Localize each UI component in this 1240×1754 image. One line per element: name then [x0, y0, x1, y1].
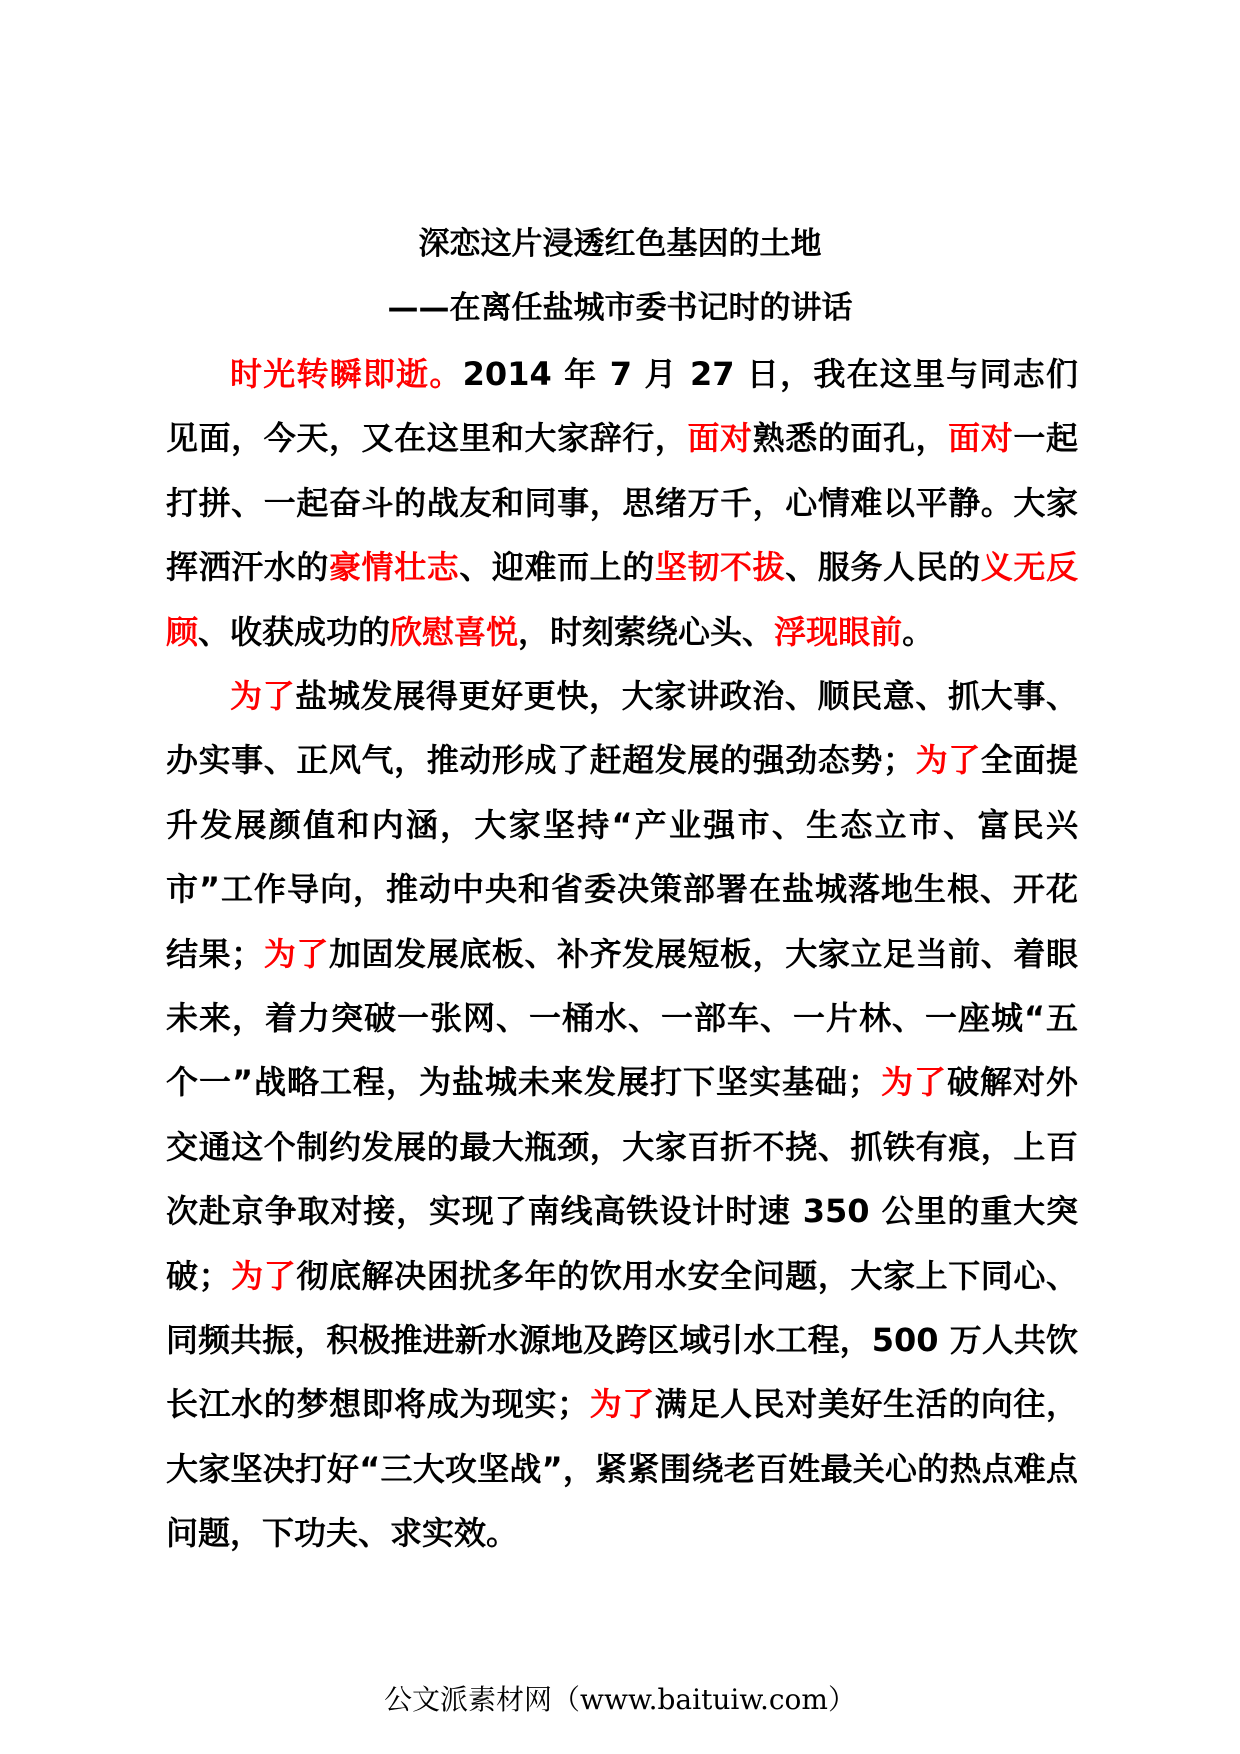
text-run: 、收获成功的	[198, 612, 391, 651]
document-subtitle: ——在离任盐城市委书记时的讲话	[387, 290, 853, 326]
highlighted-phrase: 为了	[230, 1256, 297, 1295]
paragraph-2	[166, 664, 1078, 1566]
text-run: 破解对外交通这个制约发展的最大瓶颈，大家百折不挠、抓铁有痕，上百次赴京争取对接，实现了南线高铁设计时速 350 公里的重大突破；	[166, 1063, 1078, 1295]
highlighted-phrase: 为了	[263, 934, 329, 973]
text-run: 2014 年 7 月 27 日，我在这里与同志们见面，今天，又在这里和大家辞行，	[166, 355, 1078, 458]
text-run: 满足人民对美好生活的向往，大家坚决打好“三大攻坚战”，紧紧围绕老百姓最关心的热点难点问题，下功夫、求实效。	[166, 1385, 1078, 1553]
highlighted-phrase: 时光转瞬即逝。	[230, 355, 463, 393]
highlighted-phrase: 欣慰喜悦	[390, 612, 519, 651]
text-run: 。	[902, 612, 935, 651]
highlighted-phrase: 为了	[589, 1385, 655, 1424]
paragraph-1	[166, 342, 1078, 664]
highlighted-phrase: 义无反顾	[166, 548, 1078, 651]
text-run: 加固发展底板、补齐发展短板，大家立足当前、着眼未来，着力突破一张网、一桶水、一部车、一片林、一座城“五个一”战略工程，为盐城未来发展打下坚实基础；	[166, 934, 1078, 1102]
text-run: 一起打拼、一起奋斗的战友和同事，思绪万千，心情难以平静。大家挥洒汗水的	[166, 419, 1078, 587]
document-title: 深恋这片浸透红色基因的土地	[418, 226, 822, 262]
text-run: 熟悉的面孔，	[752, 419, 949, 458]
highlighted-phrase: 为了	[915, 741, 981, 780]
text-run: ，时刻萦绕心头、	[518, 612, 775, 651]
text-run: 全面提升发展颜值和内涵，大家坚持“产业强市、生态立市、富民兴市”工作导向，推动中央和省委决策部署在盐城落地生根、开花结果；	[166, 741, 1078, 973]
text-run: 彻底解决困扰多年的饮用水安全问题，大家上下同心、同频共振，积极推进新水源地及跨区域引水工程，500 万人共饮长江水的梦想即将成为现实；	[166, 1256, 1078, 1424]
text-run: 、迎难而上的	[459, 548, 655, 587]
highlighted-phrase: 豪情壮志	[328, 548, 460, 587]
highlighted-phrase: 为了	[230, 677, 296, 715]
highlighted-phrase: 坚韧不拔	[654, 548, 786, 587]
highlighted-phrase: 面对	[687, 419, 753, 458]
highlighted-phrase: 浮现眼前	[774, 612, 903, 651]
highlighted-phrase: 为了	[879, 1063, 947, 1102]
highlighted-phrase: 面对	[948, 419, 1014, 458]
text-run: 、服务人民的	[785, 548, 981, 587]
text-run: 盐城发展得更好更快，大家讲政治、顺民意、抓大事、办实事、正风气，推动形成了赶超发展的强劲态势；	[166, 677, 1078, 780]
footer-source: 公文派素材网（www.baituiw.com）	[384, 1683, 856, 1716]
